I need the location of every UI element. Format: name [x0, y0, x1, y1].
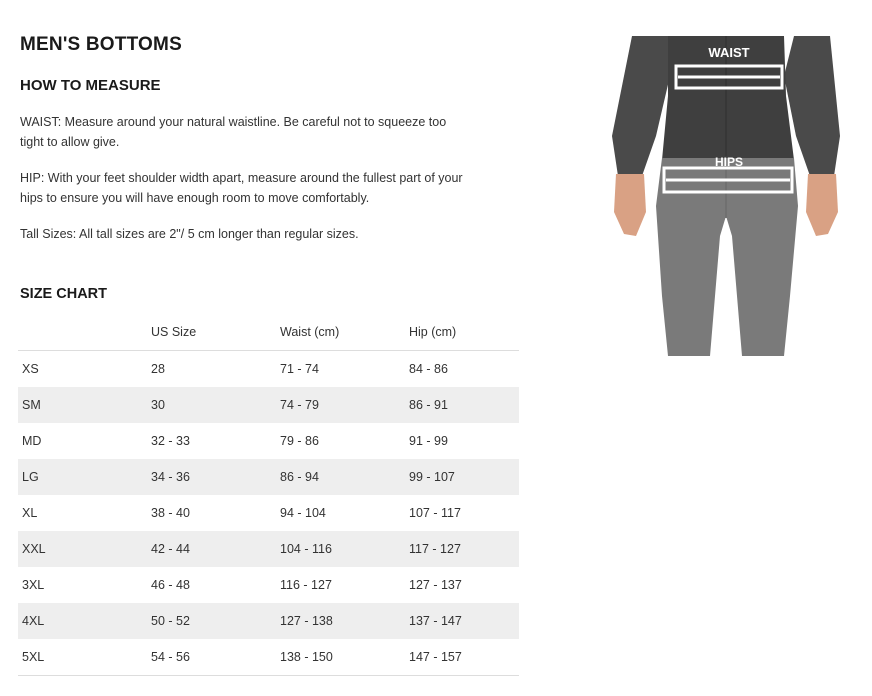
hip-cell: 86 - 91 [405, 387, 519, 423]
how-to-measure-heading: HOW TO MEASURE [20, 77, 161, 94]
us-size-cell: 46 - 48 [151, 578, 190, 592]
tall-sizes-note: Tall Sizes: All tall sizes are 2"/ 5 cm longer than regular sizes. [20, 227, 359, 241]
table-row [18, 459, 519, 495]
hip-instructions: HIP: With your feet shoulder width apart, measure around the fullest part of your hips to ensure you will have enough room to move comfortably. [20, 171, 463, 205]
waist-cell: 94 - 104 [280, 506, 326, 520]
column-header: Waist (cm) [276, 314, 405, 351]
table-row [18, 387, 519, 423]
us-size-cell: 30 [147, 387, 276, 423]
us-size-cell: 50 - 52 [147, 603, 276, 639]
waist-cell: 74 - 79 [276, 387, 405, 423]
us-size-cell: 42 - 44 [147, 531, 276, 567]
table-row [18, 495, 519, 531]
hip-cell: 107 - 117 [409, 506, 461, 520]
page-title: MEN'S BOTTOMS [20, 34, 182, 55]
hip-cell: 147 - 157 [405, 639, 519, 676]
size-cell: 4XL [18, 603, 147, 639]
table-row [18, 639, 519, 676]
right-hand [806, 174, 838, 236]
left-arm [612, 36, 670, 176]
size-cell: XL [22, 506, 38, 520]
size-cell: XXL [18, 531, 147, 567]
size-cell: 3XL [22, 578, 45, 592]
hip-cell: 91 - 99 [409, 434, 448, 448]
table-row [18, 351, 519, 388]
waist-cell: 116 - 127 [280, 578, 332, 592]
us-size-cell: 38 - 40 [151, 506, 190, 520]
waist-cell: 127 - 138 [276, 603, 405, 639]
hips-label: HIPS [714, 155, 744, 169]
hip-cell: 127 - 137 [409, 578, 462, 592]
table-row [18, 423, 519, 459]
waist-cell: 79 - 86 [280, 434, 319, 448]
size-chart-heading: SIZE CHART [20, 286, 107, 302]
column-header: Hip (cm) [405, 314, 519, 351]
table-row [18, 531, 519, 567]
measurement-figure [606, 36, 846, 356]
hip-cell: 137 - 147 [405, 603, 519, 639]
size-cell: SM [18, 387, 147, 423]
table-row [18, 603, 519, 639]
waist-cell: 104 - 116 [276, 531, 405, 567]
column-header: US Size [147, 314, 276, 351]
hips-tights [656, 158, 798, 356]
size-cell: MD [22, 434, 42, 448]
table-header-row [18, 314, 519, 351]
waist-cell: 86 - 94 [276, 459, 405, 495]
hip-cell: 84 - 86 [409, 362, 448, 376]
hip-cell: 117 - 127 [405, 531, 519, 567]
waist-label: WAIST [708, 45, 750, 60]
waist-cell: 138 - 150 [276, 639, 405, 676]
size-chart-table [18, 314, 519, 676]
us-size-cell: 28 [151, 362, 165, 376]
size-cell: XS [22, 362, 39, 376]
us-size-cell: 34 - 36 [147, 459, 276, 495]
size-cell: LG [18, 459, 147, 495]
hip-cell: 99 - 107 [405, 459, 519, 495]
us-size-cell: 32 - 33 [151, 434, 190, 448]
left-hand [614, 174, 646, 236]
table-row [18, 567, 519, 603]
column-header [18, 314, 147, 351]
size-cell: 5XL [18, 639, 147, 676]
waist-instructions: WAIST: Measure around your natural waistline. Be careful not to squeeze too tight to allow give. [20, 115, 447, 149]
waist-cell: 71 - 74 [280, 362, 319, 376]
us-size-cell: 54 - 56 [147, 639, 276, 676]
